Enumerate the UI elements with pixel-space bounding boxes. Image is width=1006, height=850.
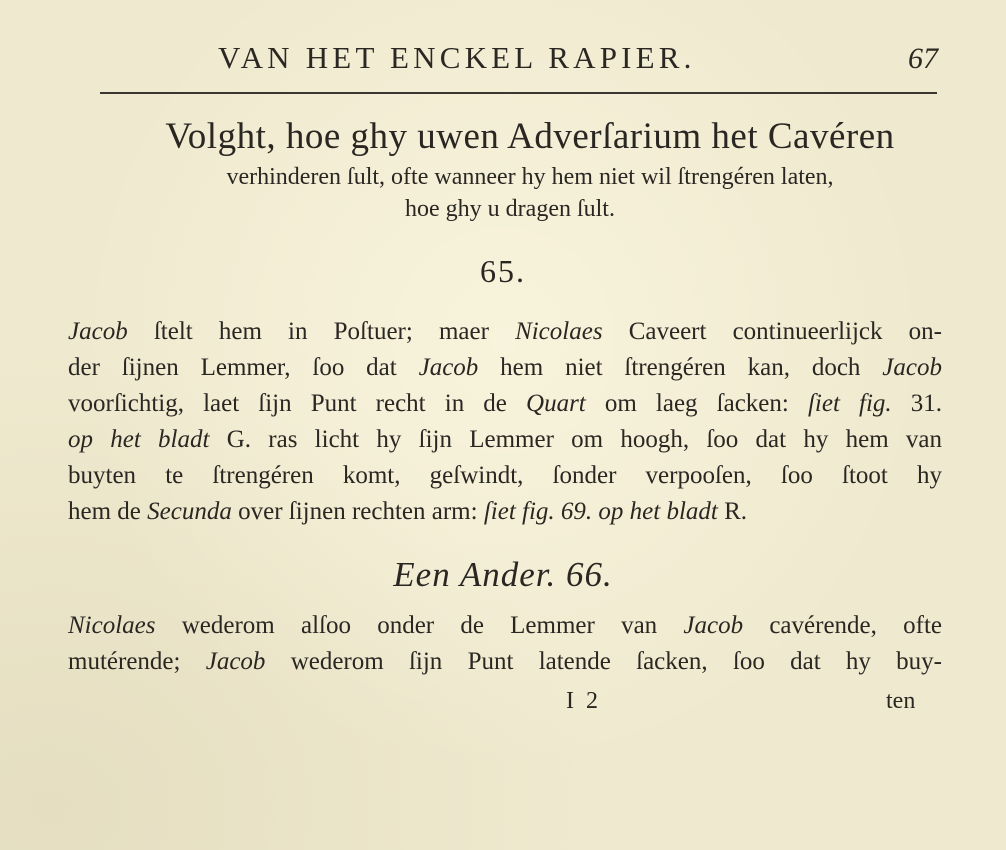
header-rule [100, 92, 937, 94]
text-run: om laeg ſacken: [585, 390, 808, 417]
italic-run: Jacob [683, 612, 744, 639]
italic-run: Nicolaes [515, 318, 603, 345]
running-title: VAN HET ENCKEL RAPIER. [218, 40, 696, 75]
text-run: buyten te ſtrengéren komt, geſwindt, ſonder verpooſen, ſoo ſtoot hy [68, 462, 942, 489]
page-number: 67 [908, 42, 938, 75]
text-line [68, 498, 747, 526]
text-run: ſtelt hem in Poſtuer; maer [127, 318, 516, 345]
text-line [68, 612, 942, 640]
text-run: mutérende; [68, 648, 206, 675]
chapter-heading-line-1: Volght, hoe ghy uwen Adverſarium het Cavéren [165, 116, 895, 157]
text-line [68, 390, 942, 418]
section-heading-66: Een Ander. 66. [393, 555, 613, 594]
text-run: der ſijnen Lemmer, ſoo dat [68, 354, 419, 381]
text-run: wederom ſijn Punt latende ſacken, ſoo dat hy buy- [265, 648, 942, 675]
italic-run: op het bladt [68, 426, 210, 453]
text-line [68, 354, 942, 382]
catchword: ten [886, 688, 916, 714]
text-line [68, 318, 942, 346]
text-run: over ſijnen rechten arm: [231, 498, 484, 525]
italic-run: Jacob [882, 354, 942, 381]
text-run: R. [717, 498, 748, 525]
text-run: hem niet ſtrengéren kan, doch [478, 354, 883, 381]
italic-run: Nicolaes [68, 612, 156, 639]
text-run: Caveert continueerlijck on- [602, 318, 942, 345]
text-run: G. ras licht hy ſijn Lemmer om hoogh, ſoo dat hy hem van [209, 426, 942, 453]
text-line [68, 426, 942, 454]
text-run: cavérende, ofte [743, 612, 942, 639]
running-head [0, 40, 1006, 80]
italic-run: Jacob [205, 648, 266, 675]
section-number-65: 65. [480, 253, 526, 289]
text-run: wederom alſoo onder de Lemmer van [155, 612, 684, 639]
text-line [68, 462, 942, 490]
italic-run: ſiet fig. 69. op het bladt [483, 498, 718, 525]
italic-run: Jacob [418, 354, 479, 381]
signature-mark: I 2 [566, 688, 601, 714]
text-run: 31. [891, 390, 943, 417]
italic-run: ſiet fig. [807, 390, 892, 417]
chapter-heading-line-2: verhinderen ſult, ofte wanneer hy hem niet wil ſtrengéren laten, [226, 164, 834, 190]
text-run: hem de [68, 498, 148, 525]
chapter-heading-line-3: hoe ghy u dragen ſult. [405, 196, 615, 222]
italic-run: Quart [526, 390, 586, 417]
text-run: voorſichtig, laet ſijn Punt recht in de [68, 390, 527, 417]
text-line [68, 648, 942, 676]
italic-run: Jacob [68, 318, 128, 345]
italic-run: Secunda [147, 498, 232, 525]
